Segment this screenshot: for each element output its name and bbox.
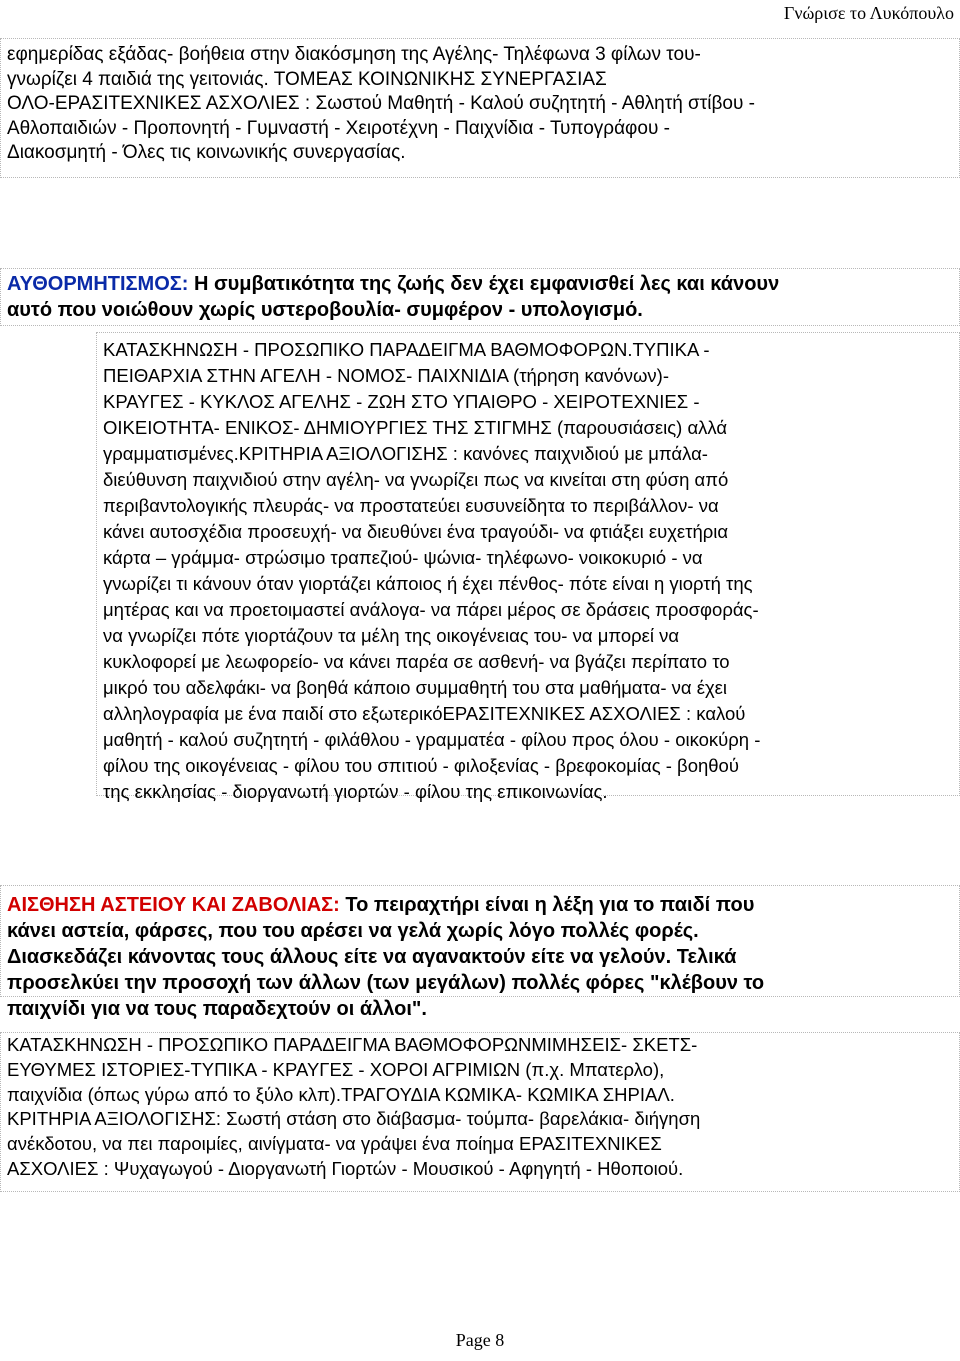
text-line: αλληλογραφία με ένα παιδί στο εξωτερικόΕΡΑΣΙΤΕΧΝΙΚΕΣ ΑΣΧΟΛΙΕΣ : καλού xyxy=(103,703,746,724)
text-line: προσελκύει την προσοχή των άλλων (των μεγάλων) πολλές φόρες "κλέβουν το xyxy=(7,972,765,994)
text-line: να γνωρίζει πότε γιορτάζουν τα μέλη της οικογένειας του- να μπορεί να xyxy=(103,625,680,646)
text-line: διεύθυνση παιχνιδιού στην αγέλη- να γνωρίζει πως να κινείται στη φύση από xyxy=(103,469,729,490)
section-label-humor: ΑΙΣΘΗΣΗ ΑΣΤΕΙΟΥ ΚΑΙ ΖΑΒΟΛΙΑΣ: xyxy=(7,894,340,916)
text-line: κάρτα – γράμμα- στρώσιμο τραπεζιού- ψώνια- τηλέφωνο- νοικοκυριό - να xyxy=(103,547,703,568)
text-line: ΟΛΟ-ΕΡΑΣΙΤΕΧΝΙΚΕΣ ΑΣΧΟΛΙΕΣ : Σωστού Μαθητή - Καλού συζητητή - Αθλητή στίβου - xyxy=(7,93,755,114)
text-line: της εκκλησίας - διοργανωτή γιορτών - φίλου της επικοινωνίας. xyxy=(103,781,608,802)
text-line: παιχνίδι για να τους παραδεχτούν οι άλλοι". xyxy=(7,998,427,1020)
text-line: ΑΣΧΟΛΙΕΣ : Ψυχαγωγού - Διοργανωτή Γιορτών - Μουσικού - Αφηγητή - Ηθοποιού. xyxy=(7,1157,684,1179)
text-line: παιχνίδια (όπως γύρω από το ξύλο κλπ).ΤΡΑΓΟΥΔΙΑ ΚΩΜΙΚΑ- ΚΩΜΙΚΑ ΣΗΡΙΑΛ. xyxy=(7,1083,675,1105)
text-line: κάνει αυτοσχέδια προσευχή- να διευθύνει ένα τραγούδι- να φτιάξει ευχετήρια xyxy=(103,521,729,542)
text-line: Διακοσμητή - Όλες τις κοινωνικής συνεργασίας. xyxy=(7,142,406,163)
text-line: αυτό που νοιώθουν χωρίς υστεροβουλία- συμφέρον - υπολογισμό. xyxy=(7,299,643,321)
text-line xyxy=(7,892,953,918)
text-line: μητέρας και να προετοιμαστεί ανάλογα- να πάρει μέρος σε δράσεις προσφοράς- xyxy=(103,599,759,620)
text-line: ανέκδοτου, να πει παροιμίες, αινίγματα- να γράψει ένα ποίημα ΕΡΑΣΙΤΕΧΝΙΚΕΣ xyxy=(7,1133,662,1155)
text-block-camp-motivation xyxy=(96,332,960,802)
text-line: περιβαντολογικής πλευράς- να προστατεύει ευσυνείδητα το περιβάλλον- να xyxy=(103,495,719,516)
text-line: ΕΥΘΥΜΕΣ ΙΣΤΟΡΙΕΣ-ΤΥΠΙΚΑ - ΚΡΑΥΓΕΣ - ΧΟΡΟΙ ΑΓΡΙΜΙΩΝ (π.χ. Μπατερλο), xyxy=(7,1058,665,1080)
text-line: μικρό του αδελφάκι- να βοηθά κάποιο συμμαθητή του στα μαθήματα- να έχει xyxy=(103,677,728,698)
text-line: γραμματισμένες.ΚΡΙΤΗΡΙΑ ΑΞΙΟΛΟΓΙΣΗΣ : κανόνες παιχνιδιού με μπάλα- xyxy=(103,443,708,464)
text-block-social-cooperation xyxy=(0,38,960,178)
text-block-camp-humor xyxy=(0,1032,960,1192)
text-line: μαθητή - καλού συζητητή - φιλάθλου - γραμματέα - φίλου προς όλου - οικοκύρη - xyxy=(103,729,761,750)
text-line: γνωρίζει 4 παιδιά της γειτονιάς. ΤΟΜΕΑΣ ΚΟΙΝΩΝΙΚΗΣ ΣΥΝΕΡΓΑΣΙΑΣ xyxy=(7,68,607,90)
text-line: ΚΡΙΤΗΡΙΑ ΑΞΙΟΛΟΓΙΣΗΣ: Σωστή στάση στο διάβασμα- τούμπα- βαρελάκια- διήγηση xyxy=(7,1108,701,1130)
page-number: Page 8 xyxy=(455,1330,505,1350)
text-line: ΚΑΤΑΣΚΗΝΩΣΗ - ΠΡΟΣΩΠΙΚΟ ΠΑΡΑΔΕΙΓΜΑ ΒΑΘΜΟΦΟΡΩΝΜΙΜΗΣΕΙΣ- ΣΚΕΤΣ- xyxy=(7,1034,698,1055)
document-header: Γνώρισε το Λυκόπουλο xyxy=(783,3,954,23)
text-line: ΚΑΤΑΣΚΗΝΩΣΗ - ΠΡΟΣΩΠΙΚΟ ΠΑΡΑΔΕΙΓΜΑ ΒΑΘΜΟΦΟΡΩΝ.ΤΥΠΙΚΑ - xyxy=(103,339,710,360)
section-label-motivation: ΑΥΘΟΡΜΗΤΙΣΜΟΣ: xyxy=(7,273,189,295)
text-line: κάνει αστεία, φάρσες, που του αρέσει να γελά χωρίς λόγο πολλές φορές. xyxy=(7,920,699,942)
text-line: Αθλοπαιδιών - Προπονητή - Γυμναστή - Χειροτέχνη - Παιχνίδια - Τυπογράφου - xyxy=(7,117,670,139)
text-line: κυκλοφορεί με λεωφορείο- να κάνει παρέα σε ασθενή- να βγάζει περίπατο το xyxy=(103,651,730,672)
text-line: ΟΙΚΕΙΟΤΗΤΑ- ΕΝΙΚΟΣ- ΔΗΜΙΟΥΡΓΙΕΣ ΤΗΣ ΣΤΙΓΜΗΣ (παρουσιάσεις) αλλά xyxy=(103,417,728,438)
humor-text: Το πειραχτήρι είναι η λέξη για το παιδί που xyxy=(339,894,755,916)
text-block-motivation xyxy=(0,268,960,326)
text-line: ΠΕΙΘΑΡΧΙΑ ΣΤΗΝ ΑΓΕΛΗ - ΝΟΜΟΣ- ΠΑΙΧΝΙΔΙΑ (τήρηση κανόνων)- xyxy=(103,365,669,386)
text-line xyxy=(7,271,953,297)
text-line: Διασκεδάζει κάνοντας τους άλλους είτε να αγανακτούν είτε να γελούν. Τελικά xyxy=(7,946,737,968)
motivation-text: Η συμβατικότητα της ζωής δεν έχει εμφανισθεί λες και κάνουν xyxy=(188,273,780,295)
text-line: εφημερίδας εξάδας- βοήθεια στην διακόσμηση της Αγέλης- Τηλέφωνα 3 φίλων του- xyxy=(7,44,701,65)
text-line: γνωρίζει τι κάνουν όταν γιορτάζει κάποιος ή έχει πένθος- πότε είναι η γιορτή της xyxy=(103,573,753,594)
text-line: ΚΡΑΥΓΕΣ - ΚΥΚΛΟΣ ΑΓΕΛΗΣ - ΖΩΗ ΣΤΟ ΥΠΑΙΘΡΟ - ΧΕΙΡΟΤΕΧΝΙΕΣ - xyxy=(103,391,700,412)
text-line: φίλου της οικογένειας - φίλου του σπιτιού - φιλοξενίας - βρεφοκομίας - βοηθού xyxy=(103,755,739,776)
text-block-humor xyxy=(0,885,960,1020)
